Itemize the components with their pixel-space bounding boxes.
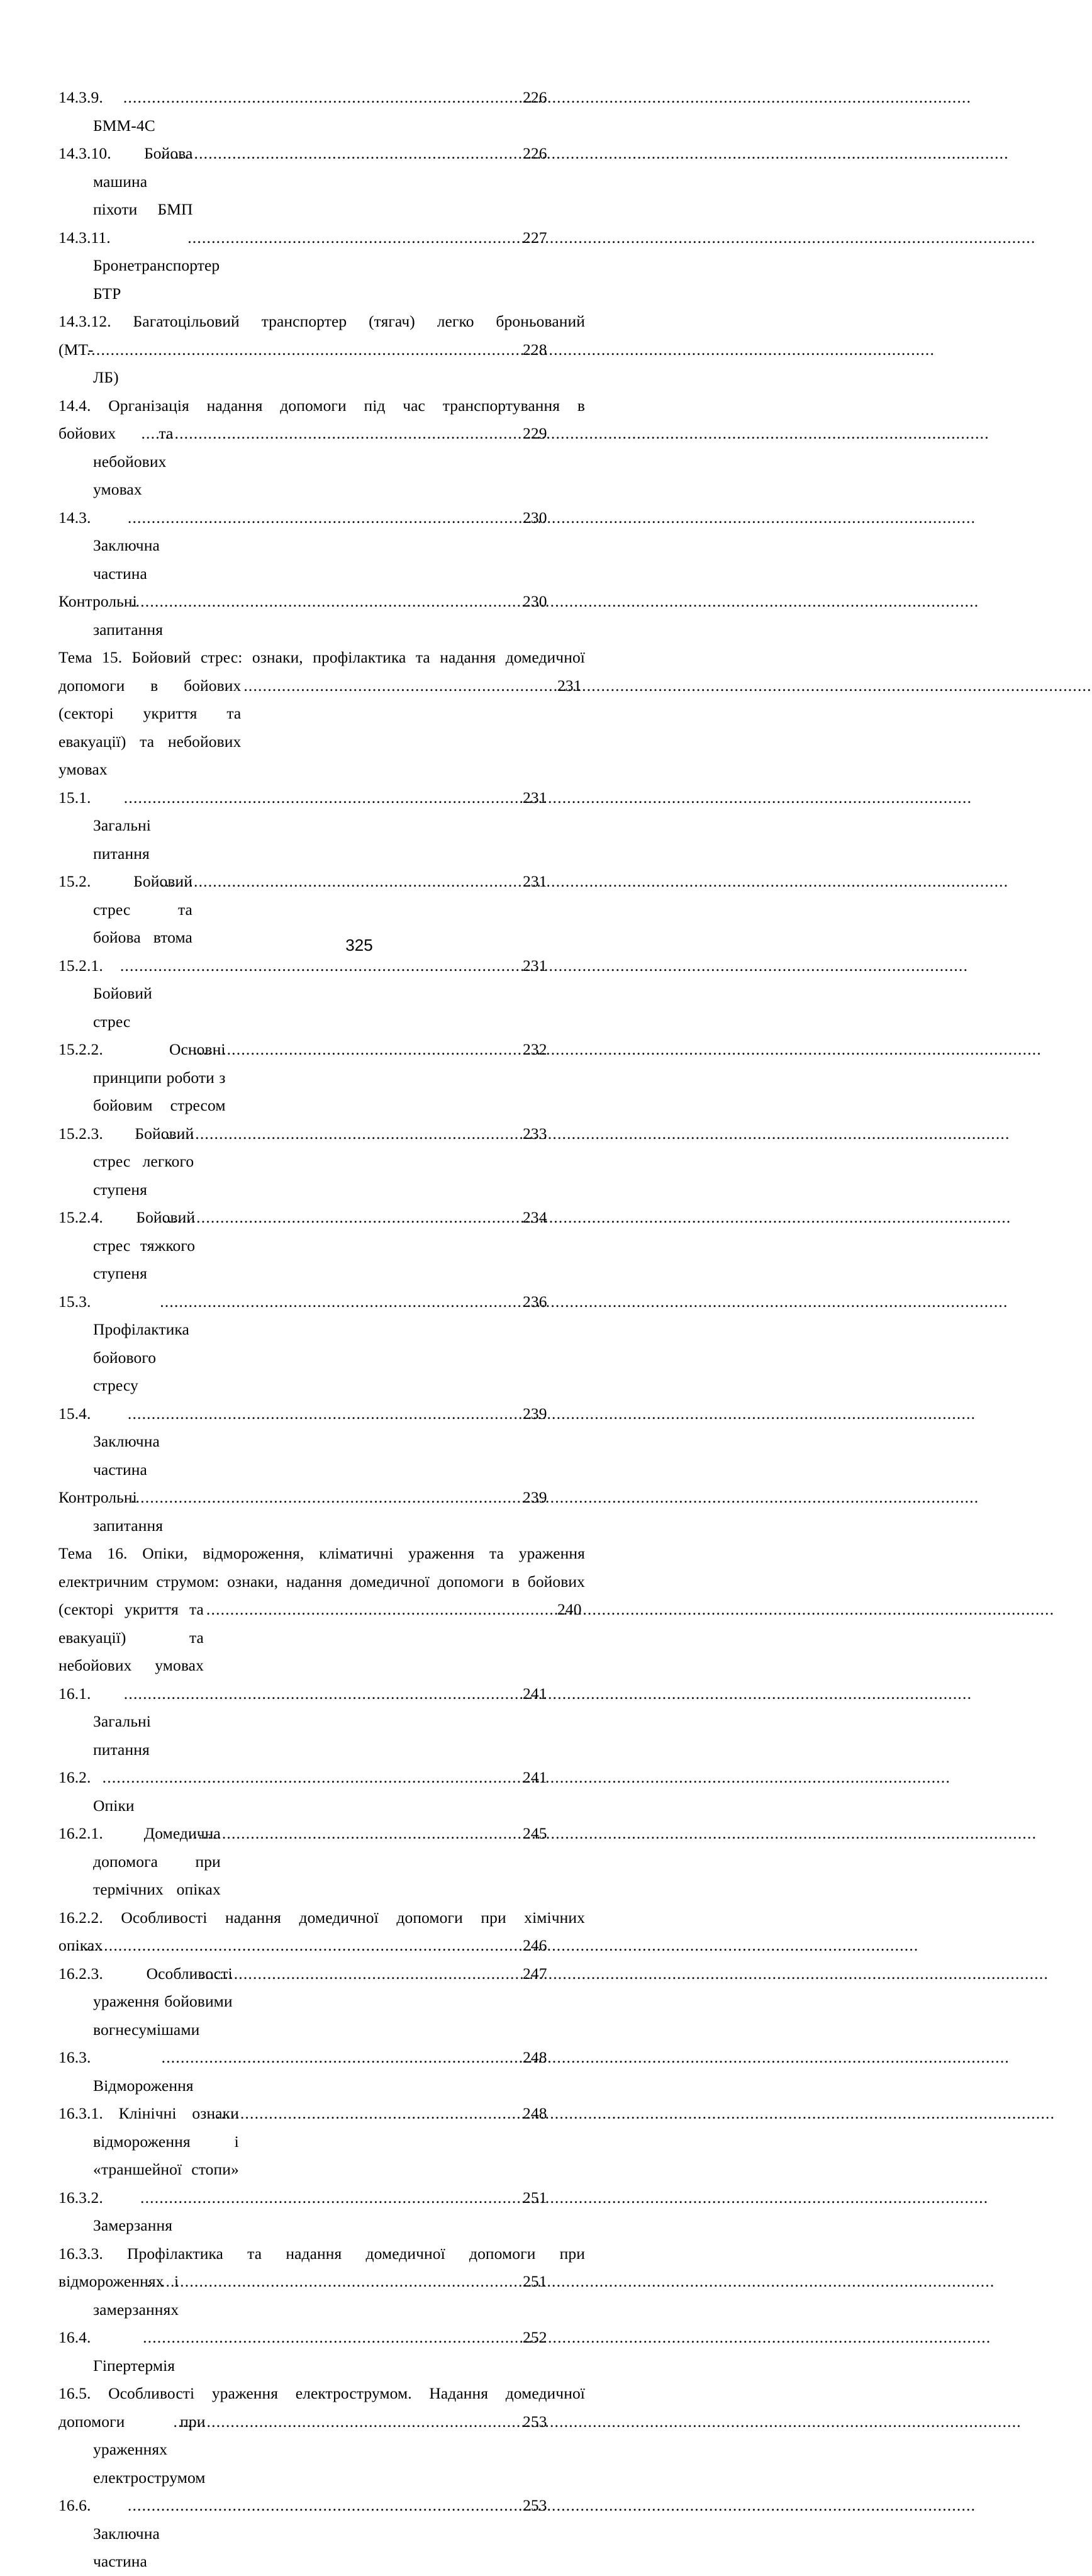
dot-leader (235, 1960, 556, 1988)
toc-entry[interactable] (58, 2184, 585, 2240)
toc-entry-tail (58, 2100, 585, 2184)
toc-entry[interactable] (58, 1288, 585, 1400)
dot-leader (121, 336, 556, 364)
dot-leader (208, 2408, 556, 2436)
dot-leader (177, 2324, 556, 2352)
toc-entry-tail (58, 784, 585, 868)
dot-leader (196, 2044, 556, 2072)
toc-entry[interactable] (58, 1204, 585, 1288)
toc-entry-tail (58, 336, 585, 392)
toc-page-number: 247 (523, 1964, 547, 1983)
toc-entry-tail (58, 504, 585, 588)
toc-entry-tail (58, 2408, 585, 2492)
toc-page-number: 253 (523, 2496, 547, 2514)
toc-entry-tail (58, 588, 585, 644)
toc-entry[interactable] (58, 504, 585, 588)
toc-entry[interactable] (58, 644, 585, 784)
toc-entry-tail (58, 1288, 585, 1400)
toc-entry-tail (58, 952, 585, 1036)
toc-page-number: 241 (523, 1684, 547, 1703)
toc-page-number: 232 (523, 1040, 547, 1058)
toc-entry-tail (58, 1120, 585, 1204)
toc-entry-tail (58, 2492, 585, 2576)
dot-leader (159, 1680, 556, 1708)
toc-entry[interactable] (58, 1036, 585, 1120)
toc-entry-line: 16.2.2. Особливості надання домедичної допомоги при хімічних (58, 1908, 585, 1927)
toc-entry-label: 14.3. Заключна частина (58, 508, 164, 583)
toc-entry-label: 16.2.3. Особливості ураження бойовими вогнесумішами (58, 1964, 237, 2039)
toc-entry-label: 15.2.1. Бойовий стрес (58, 956, 157, 1031)
toc-entry[interactable] (58, 140, 585, 224)
toc-entry-label: 15.2.2. Основні принципи роботи з бойовим стресом (58, 1040, 230, 1114)
toc-entry[interactable] (58, 1400, 585, 1484)
toc-page-number: 253 (523, 2412, 547, 2431)
toc-page-number: 246 (523, 1936, 547, 1954)
toc-entry-label: 15.2.4. Бойовий стрес тяжкого ступеня (58, 1208, 199, 1282)
toc-page-number: 231 (557, 676, 582, 695)
toc-entry[interactable] (58, 952, 585, 1036)
toc-page-number: 231 (523, 956, 547, 975)
toc-entry-tail (58, 2324, 585, 2380)
dot-leader (243, 672, 556, 700)
toc-page-number: 236 (523, 1292, 547, 1311)
toc-entry-tail (58, 420, 585, 504)
toc-entry-tail (58, 2268, 585, 2324)
dot-leader (196, 1120, 556, 1148)
toc-page-number: 251 (523, 2188, 547, 2207)
toc-entry-tail (58, 1932, 585, 1960)
dot-leader (222, 224, 556, 252)
toc-entry-label: 16.3.2. Замерзання (58, 2188, 173, 2234)
toc-entry-label: 16.3.1. Клінічні ознаки відмороження і «траншейної стопи» (58, 2104, 243, 2178)
toc-page-number: 229 (523, 424, 547, 442)
toc-page-number: 230 (523, 592, 547, 610)
toc-entry-tail (58, 1596, 585, 1680)
toc-entry-tail (58, 1400, 585, 1484)
toc-page-number: 226 (523, 144, 547, 162)
toc-entry-label: допомоги при ураженнях електрострумом (58, 2412, 210, 2487)
toc-entry[interactable] (58, 784, 585, 868)
toc-page-number: 230 (523, 508, 547, 527)
dot-leader (165, 1484, 556, 1512)
toc-page-number: 228 (523, 340, 547, 359)
dot-leader (223, 1820, 556, 1848)
toc-entry-label: 15.4. Заключна частина (58, 1404, 164, 1479)
toc-entry-line: Тема 15. Бойовий стрес: ознаки, профілактика та надання домедичної (58, 648, 585, 666)
toc-entry-label: 16.2. Опіки (58, 1768, 135, 1815)
toc-page-number: 231 (523, 788, 547, 807)
toc-entry-label: Контрольні запитання (58, 1488, 164, 1535)
toc-page-number: 240 (557, 1600, 582, 1618)
toc-entry-label: допомоги в бойових (секторі укриття та евакуації) та небойових умовах (58, 676, 245, 778)
toc-entry[interactable] (58, 1820, 585, 1904)
dot-leader (165, 588, 556, 616)
toc-entry-tail (58, 224, 585, 308)
toc-entry-tail (58, 1484, 585, 1540)
dot-leader (155, 952, 556, 980)
toc-entry-line: 16.5. Особливості ураження електрострумом. Надання домедичної (58, 2384, 585, 2402)
toc-entry-label: 15.2. Бойовий стрес та бойова втома (58, 872, 197, 946)
toc-entry-label: 14.3.11. Бронетранспортер БТР (58, 228, 224, 303)
dot-leader (195, 140, 556, 168)
toc-entry[interactable] (58, 2240, 585, 2324)
dot-leader (194, 1288, 556, 1316)
toc-entry-label: (секторі укриття та евакуації) та небойових умовах (58, 1600, 208, 1674)
dot-leader (206, 1596, 556, 1624)
toc-page-number: 248 (523, 2048, 547, 2066)
dot-leader (162, 1400, 556, 1428)
toc-entry[interactable] (58, 84, 585, 140)
toc-entry-line: електричним струмом: ознаки, надання домедичної допомоги в бойових (58, 1572, 585, 1591)
toc-entry-tail (58, 1680, 585, 1764)
toc-page-number: 231 (523, 872, 547, 890)
toc-page-number: 227 (523, 228, 547, 247)
toc-entry[interactable] (58, 1904, 585, 1960)
toc-entry[interactable] (58, 1120, 585, 1204)
toc-page-number: 239 (523, 1404, 547, 1423)
toc-entry-tail (58, 84, 585, 140)
toc-entry-label: 16.3. Відмороження (58, 2048, 194, 2095)
toc-entry-label: 15.3. Профілактика бойового стресу (58, 1292, 194, 1394)
toc-entry-label: Контрольні запитання (58, 592, 164, 639)
dot-leader (228, 1036, 556, 1064)
toc-entry-label: 14.3.10. Бойова машина піхоти БМП (58, 144, 197, 218)
toc-entry-label: 15.2.3. Бойовий стрес легкого ступеня (58, 1124, 198, 1199)
dot-leader (162, 504, 556, 532)
toc-entry-label: 14.3.9. БММ-4С (58, 88, 155, 135)
toc-page-number: 245 (523, 1824, 547, 1842)
toc-entry-tail (58, 1764, 585, 1820)
page-folio-number: 325 (345, 936, 373, 955)
dot-leader (181, 2268, 556, 2296)
toc-entry-label: 15.1. Загальні питання (58, 788, 155, 863)
toc-entry-tail (58, 1204, 585, 1288)
toc-entry-label: 16.1. Загальні питання (58, 1684, 155, 1759)
dot-leader (158, 84, 556, 112)
toc-page-number: 226 (523, 88, 547, 106)
toc-entry-tail (58, 1036, 585, 1120)
dot-leader (195, 868, 556, 896)
toc-entry-label: бойових та небойових умовах (58, 424, 177, 498)
toc-entry-label: 16.2.1. Домедична допомога при термічних опіках (58, 1824, 225, 1898)
toc-entry-label: опіках (58, 1936, 103, 1954)
toc-page-number: 248 (523, 2104, 547, 2122)
toc-entry[interactable] (58, 392, 585, 504)
toc-page-number: 251 (523, 2272, 547, 2290)
toc-entry-line: 14.3.12. Багатоцільовий транспортер (тягач) легко броньований (58, 312, 585, 330)
toc-entry-label: відмороженнях і замерзаннях (58, 2272, 183, 2319)
dot-leader (162, 2492, 556, 2520)
dot-leader (198, 1204, 556, 1232)
dot-leader (175, 2184, 556, 2212)
toc-entry-line: 14.4. Організація надання допомоги під час транспортування в (58, 396, 585, 415)
toc-page-number: 233 (523, 1124, 547, 1143)
dot-leader (105, 1932, 556, 1960)
toc-entry-label: (МТ-ЛБ) (58, 340, 119, 386)
toc-entry-label: 16.6. Заключна частина (58, 2496, 164, 2570)
toc-entry-line: Тема 16. Опіки, відмороження, кліматичні ураження та ураження (58, 1544, 585, 1562)
toc-entry[interactable] (58, 1540, 585, 1680)
toc-entry[interactable] (58, 2044, 585, 2100)
toc-entry[interactable] (58, 2380, 585, 2492)
dot-leader (176, 420, 556, 448)
toc-entry[interactable] (58, 1764, 585, 1820)
toc-page-number: 234 (523, 1208, 547, 1226)
toc-entry-line: 16.3.3. Профілактика та надання домедичної допомоги при (58, 2244, 585, 2263)
toc-entry-tail (58, 140, 585, 224)
toc-entry[interactable] (58, 2492, 585, 2576)
toc-entry-tail (58, 1820, 585, 1904)
table-of-contents-list (58, 84, 585, 2576)
dot-leader (159, 784, 556, 812)
toc-entry[interactable] (58, 2100, 585, 2184)
toc-page-number: 241 (523, 1768, 547, 1786)
dot-leader (137, 1764, 556, 1792)
toc-entry[interactable] (58, 2324, 585, 2380)
toc-entry[interactable] (58, 308, 585, 392)
toc-entry-tail (58, 2184, 585, 2240)
toc-page-number: 252 (523, 2328, 547, 2346)
toc-entry[interactable] (58, 588, 585, 644)
toc-entry[interactable] (58, 224, 585, 308)
toc-entry-tail (58, 1960, 585, 2044)
toc-entry-tail (58, 672, 585, 784)
toc-page-number: 239 (523, 1488, 547, 1506)
toc-entry[interactable] (58, 1484, 585, 1540)
toc-entry-label: 16.4. Гіпертермія (58, 2328, 176, 2375)
dot-leader (242, 2100, 556, 2128)
toc-entry[interactable] (58, 1680, 585, 1764)
toc-entry[interactable] (58, 1960, 585, 2044)
toc-entry-tail (58, 2044, 585, 2100)
